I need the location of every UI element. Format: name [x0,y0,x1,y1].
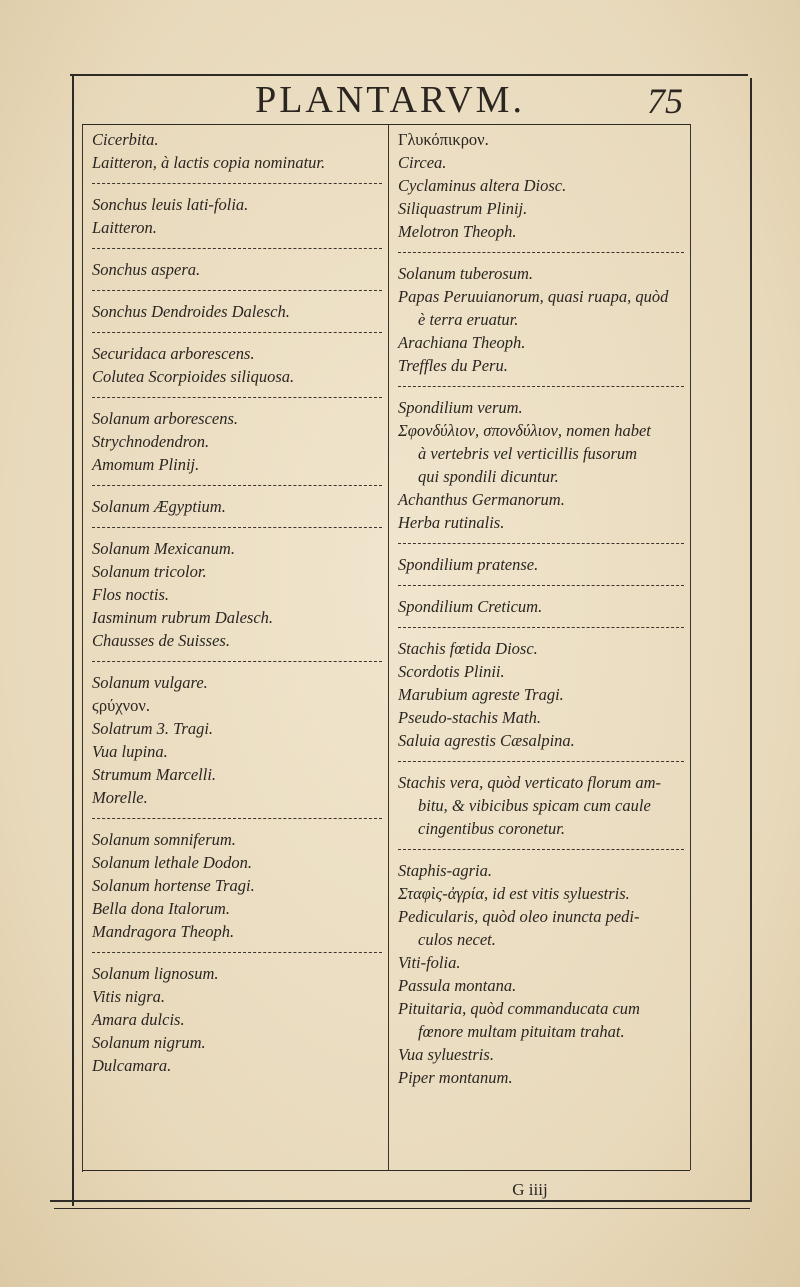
entry-line: culos necet. [418,930,496,949]
entry-line: qui spondili dicuntur. [418,467,559,486]
entry-line: Dulcamara. [92,1056,172,1075]
entry-separator [92,661,382,662]
plant-entry [398,637,684,752]
right-column [398,128,684,1089]
entry-line: Vitis nigra. [92,987,166,1006]
column-divider [388,124,389,1170]
entry-separator [92,952,382,953]
entry-line: Spondilium Creticum. [398,597,543,616]
entry-line: Passula montana. [398,976,517,995]
plant-entry [92,962,382,1077]
entry-line: bitu, & vibicibus spicam cum caule [418,796,651,815]
inner-left-rule [82,124,83,1172]
entry-separator [398,849,684,850]
entry-line: Solanum tuberosum. [398,264,534,283]
entry-line: Σφονδύλιον, σπονδύλιον, nomen habet [398,421,651,440]
entry-line: Γλυκόπικρον. [398,130,489,149]
plant-entry [92,258,382,281]
plant-entry [398,553,684,576]
entry-line: Solanum Mexicanum. [92,539,235,558]
plant-entry [398,771,684,840]
frame-right-rule [750,78,752,1202]
plant-entry [398,595,684,618]
entry-line: Solanum tricolor. [92,562,207,581]
entry-separator [398,386,684,387]
plant-entry [92,193,382,239]
left-column [92,128,382,1077]
entry-separator [92,332,382,333]
entry-line: Solanum lethale Dodon. [92,853,252,872]
entry-line: cingentibus coronetur. [418,819,565,838]
entry-separator [398,585,684,586]
entry-line: Papas Peruuianorum, quasi ruapa, quòd [398,287,669,306]
frame-left-rule [72,76,74,1206]
entry-line: Morelle. [92,788,148,807]
entry-line: Spondilium verum. [398,398,523,417]
entry-line: Chausses de Suisses. [92,631,230,650]
entry-line: Melotron Theoph. [398,222,517,241]
entry-separator [398,761,684,762]
entry-line: Pituitaria, quòd commanducata cum [398,999,640,1018]
entry-line: Spondilium pratense. [398,555,539,574]
entry-separator [92,183,382,184]
entry-line: Cyclaminus altera Diosc. [398,176,567,195]
entry-line: Amomum Plinij. [92,455,200,474]
entry-separator [92,818,382,819]
entry-line: Vua lupina. [92,742,168,761]
entry-line: Σταφὶς-ἀγρία, id est vitis syluestris. [398,884,630,903]
plant-entry [398,262,684,377]
plant-entry [92,128,382,174]
entry-line: Solanum vulgare. [92,673,208,692]
plant-entry [92,537,382,652]
entry-line: Scordotis Plinii. [398,662,505,681]
entry-separator [398,627,684,628]
running-title: PLANTARVM. [255,79,525,121]
bottom-rule [50,1200,750,1202]
plant-entry [92,342,382,388]
plant-entry [92,495,382,518]
entry-line: Mandragora Theoph. [92,922,235,941]
entry-line: Pseudo-stachis Math. [398,708,541,727]
entry-line: Cicerbita. [92,130,159,149]
entry-line: Siliquastrum Plinij. [398,199,528,218]
entry-line: Staphis-agria. [398,861,492,880]
entry-line: Stachis vera, quòd verticato florum am- [398,773,662,792]
entry-separator [92,248,382,249]
header-rule [82,124,690,125]
inner-right-rule [690,124,691,1170]
signature-mark: G iiij [512,1180,548,1199]
entry-separator [398,252,684,253]
bottom-rule-thin [54,1208,750,1209]
entry-line: Circea. [398,153,447,172]
entry-line: Sonchus leuis lati-folia. [92,195,249,214]
plant-entry [92,300,382,323]
entry-line: Bella dona Italorum. [92,899,230,918]
entry-line: Treffles du Peru. [398,356,508,375]
entry-line: Colutea Scorpioides siliquosa. [92,367,295,386]
entry-separator [92,290,382,291]
plant-entry [398,396,684,534]
entry-separator [92,527,382,528]
plant-entry [398,128,684,243]
plant-entry [92,407,382,476]
entry-line: Solanum Ægyptium. [92,497,226,516]
entry-separator [92,397,382,398]
page-number: 75 [647,81,683,121]
entry-separator [92,485,382,486]
plant-entry [398,859,684,1089]
entry-line: Viti-folia. [398,953,461,972]
entry-line: Saluia agrestis Cæsalpina. [398,731,575,750]
entry-line: Laitteron, à lactis copia nominatur. [92,153,326,172]
entry-line: Solanum somniferum. [92,830,236,849]
entry-line: Strychnodendron. [92,432,210,451]
entry-separator [398,543,684,544]
entry-line: Achanthus Germanorum. [398,490,565,509]
footer-rule [82,1170,690,1171]
entry-line: ϛρύχνον. [92,696,150,715]
entry-line: Herba rutinalis. [398,513,505,532]
entry-line: Stachis fœtida Diosc. [398,639,538,658]
entry-line: Strumum Marcelli. [92,765,217,784]
entry-line: Solanum arborescens. [92,409,239,428]
entry-line: Marubium agreste Tragi. [398,685,564,704]
entry-line: fœnore multam pituitam trahat. [418,1022,625,1041]
entry-line: Sonchus Dendroides Dalesch. [92,302,290,321]
plant-entry [92,671,382,809]
entry-line: Arachiana Theoph. [398,333,526,352]
entry-line: Vua syluestris. [398,1045,494,1064]
entry-line: Sonchus aspera. [92,260,201,279]
entry-line: Solanum nigrum. [92,1033,206,1052]
entry-line: Iasminum rubrum Dalesch. [92,608,274,627]
entry-line: Solanum hortense Tragi. [92,876,255,895]
entry-line: Amara dulcis. [92,1010,185,1029]
entry-line: Flos noctis. [92,585,169,604]
entry-line: à vertebris vel verticillis fusorum [418,444,638,463]
entry-line: Solanum lignosum. [92,964,219,983]
entry-line: Securidaca arborescens. [92,344,255,363]
entry-line: Laitteron. [92,218,157,237]
entry-line: Piper montanum. [398,1068,513,1087]
frame-top-rule [70,74,748,76]
entry-line: Pedicularis, quòd oleo inuncta pedi- [398,907,640,926]
entry-line: è terra eruatur. [418,310,519,329]
entry-line: Solatrum 3. Tragi. [92,719,214,738]
plant-entry [92,828,382,943]
